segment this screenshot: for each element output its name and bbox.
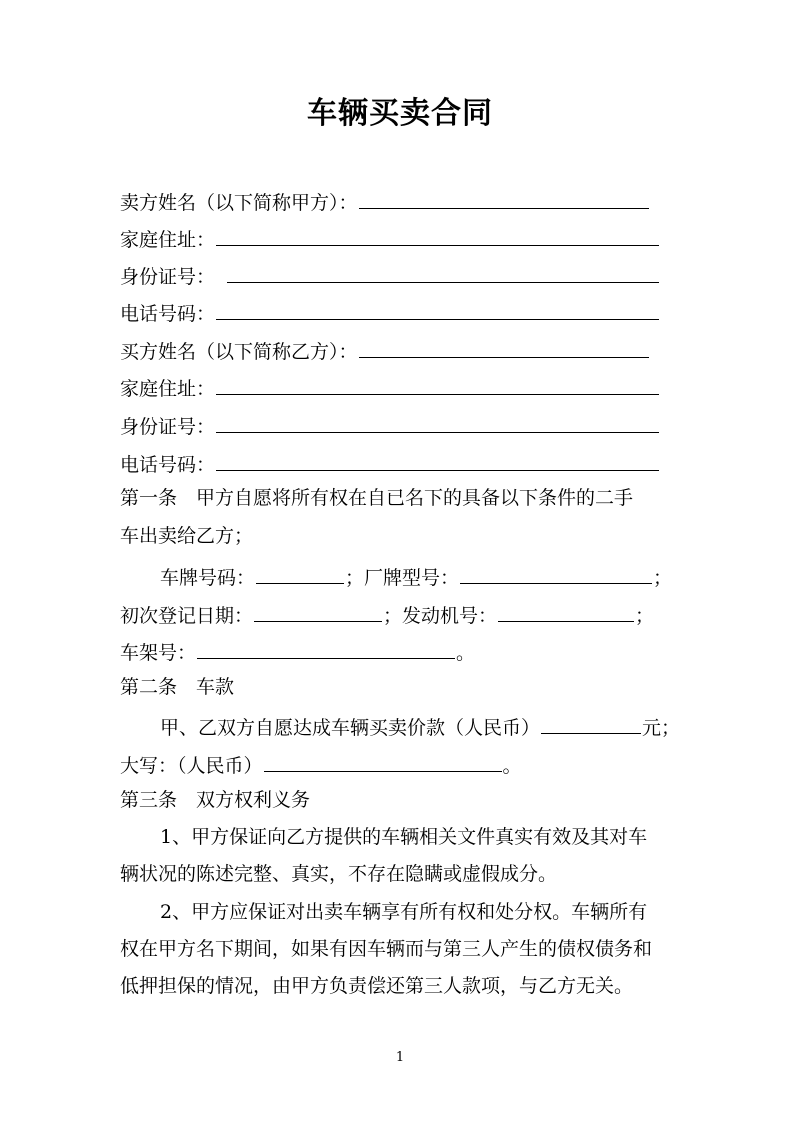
price-blank: [541, 709, 641, 734]
plate-blank: [256, 559, 344, 584]
buyer-name-blank: [359, 333, 649, 358]
price-row: [160, 709, 680, 739]
price-text: 甲、乙双方自愿达成车辆买卖价款（人民币）: [160, 717, 541, 739]
article3-item1-line1: 1、甲方保证向乙方提供的车辆相关文件真实有效及其对车: [160, 826, 648, 848]
plate-brand-row: [160, 559, 672, 589]
article3-item2-line3: 低押担保的情况，由甲方负责偿还第三人款项，与乙方无关。: [120, 975, 634, 997]
buyer-id-row: [120, 408, 660, 438]
capital-row: [120, 747, 522, 777]
capital-blank: [264, 747, 502, 772]
buyer-phone-label: 电话号码：: [120, 454, 216, 476]
buyer-address-label: 家庭住址：: [120, 378, 216, 400]
article1-heading-cont: 车出卖给乙方；: [120, 525, 254, 547]
buyer-name-label: 买方姓名（以下简称乙方）：: [120, 341, 358, 363]
brand-label: 厂牌型号：: [364, 567, 460, 589]
reg-date-blank: [254, 597, 382, 622]
buyer-id-label: 身份证号：: [120, 416, 216, 438]
seller-address-label: 家庭住址：: [120, 229, 216, 251]
seller-id-row: [120, 258, 660, 288]
seller-name-label: 卖方姓名（以下简称甲方）：: [120, 192, 358, 214]
buyer-id-blank: [216, 408, 659, 433]
seller-phone-label: 电话号码：: [120, 303, 216, 325]
plate-semicolon: ；: [345, 567, 365, 589]
plate-label: 车牌号码：: [160, 567, 256, 589]
seller-address-blank: [216, 221, 659, 246]
frame-label: 车架号：: [120, 642, 197, 664]
buyer-phone-row: [120, 446, 660, 476]
page-number: 1: [395, 1050, 405, 1065]
reg-date-semicolon: ；: [383, 605, 403, 627]
article3-item2-line1: 2、甲方应保证对出卖车辆享有所有权和处分权。车辆所有: [160, 901, 648, 923]
contract-title: 车辆买卖合同: [307, 96, 493, 131]
seller-name-blank: [359, 184, 649, 209]
frame-row: [120, 634, 475, 664]
brand-blank: [460, 559, 652, 584]
frame-blank: [197, 634, 455, 659]
capital-label: 大写：（人民币）: [120, 755, 263, 777]
seller-name-row: [120, 184, 650, 214]
article3-heading: 第三条 双方权利义务: [120, 789, 311, 811]
price-yuan: 元；: [642, 717, 681, 739]
seller-id-blank: [227, 258, 659, 283]
reg-date-label: 初次登记日期：: [120, 605, 254, 627]
buyer-address-row: [120, 370, 660, 400]
engine-label: 发动机号：: [402, 605, 498, 627]
seller-id-label: 身份证号：: [120, 266, 216, 288]
seller-phone-row: [120, 295, 660, 325]
engine-blank: [498, 597, 634, 622]
seller-phone-blank: [216, 295, 659, 320]
article3-item2-line2: 权在甲方名下期间，如果有因车辆而与第三人产生的债权债务和: [120, 938, 653, 960]
capital-period: 。: [502, 755, 522, 777]
brand-semicolon: ；: [653, 567, 673, 589]
buyer-phone-blank: [216, 446, 659, 471]
regdate-engine-row: [120, 597, 654, 627]
buyer-name-row: [120, 333, 650, 363]
engine-semicolon: ；: [635, 605, 655, 627]
buyer-address-blank: [216, 370, 659, 395]
frame-period: 。: [456, 642, 476, 664]
article3-item1-line2: 辆状况的陈述完整、真实，不存在隐瞒或虚假成分。: [120, 863, 558, 885]
seller-address-row: [120, 221, 660, 251]
article2-heading: 第二条 车款: [120, 676, 235, 698]
article1-heading: 第一条 甲方自愿将所有权在自已名下的具备以下条件的二手: [120, 487, 634, 509]
